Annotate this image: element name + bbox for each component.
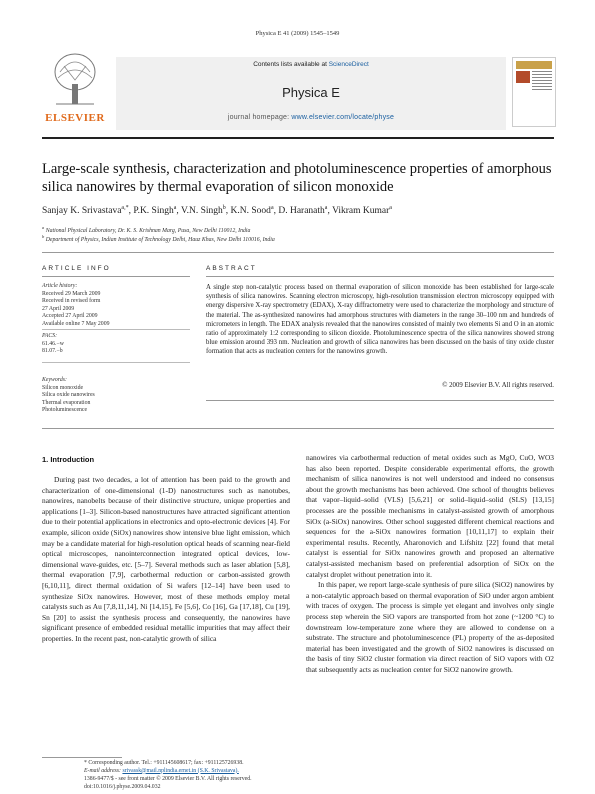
author: Sanjay K. Srivastava — [42, 206, 122, 217]
divider — [206, 276, 554, 277]
paragraph: In this paper, we report large-scale synthesis of pure silica (SiO2) nanowires by a non-catalytic approach based on thermal evaporation of SiO under argon ambient with traces of oxygen. The process is simple yet elegant and involves only single process step wherein the SiO vapors are transported from hot zone (~1200 °C) to downstream low-temperature zone where they are allowed to condense on a substrate. The structure and photoluminescence (PL) property of the as-deposited material has been investigated and the growth of SiO2 nanowires is discussed on the basis of tiny SiO2 cluster formation via direct reaction of SiO vapors with O2 that subsequently acts as nucleation center for SiO2 nanowire growth. — [306, 580, 554, 674]
divider — [42, 329, 190, 330]
author: D. Haranath — [278, 206, 325, 217]
divider — [42, 252, 554, 253]
email-link[interactable]: srivassk@mail.nplindia.ernet.in (S.K. Srivastava). — [122, 767, 239, 774]
article-history: Article history: Received 29 March 2009 Received in revised form 27 April 2009 Accepted 27 April 2009 Available online 7 May 2009 — [42, 283, 110, 327]
footer-block — [42, 757, 290, 793]
affiliation: $^b$ Department of Physics, Indian Institute of Technology Delhi, Hauz Khas, New Delhi 110016, India — [42, 234, 275, 243]
article-info-heading: ARTICLE INFO — [42, 265, 111, 272]
paragraph: nanowires via carbothermal reduction of metal oxides such as MgO, CuO, WO3 has also been reported. Despite considerable experimental efforts, the growth mechanism of silica nanowires is not well understood and indeed no consensus about the growth mechanisms has been achieved. One school of thoughts believes that vapor–liquid–solid (VLS) [5,6,21] or solid–liquid–solid (SLS) [13,15] processes are the possible mechanisms in catalyst-assisted growth of amorphous SiOx (a-SiOx) nanowires. Other school suggested different chemical reactions and sequences for the a-SiOx nanowires formation [10,11,17] to explain their experimental results. Recently, Aharonovich and Lifshitz [22] found that metal catalyst is essential for SiOx nanowires growth and proposed an alternative catalyst-assisted mechanism based on preferential adsorption of SiOx on the catalyst droplet without penetration into it. — [306, 453, 554, 579]
pacs-codes: PACS: 61.46.−w 81.07.−b — [42, 333, 64, 354]
paragraph: During past two decades, a lot of attention has been paid to the growth and characterization of one-dimensional (1-D) nanostructures such as nanotubes, nanowires, nanobelts because of their distinctive structure, unique properties and applications [1–3]. Silicon-based nanostructures have attracted significant attention due to their potential applications in electronics and opto-electronic devices [4]. For example, silicon oxide (SiOx) nanowires show intensive blue light emission, which may be a candidate material for high-resolution optical heads of scanning near-field optical microscopes, nanointerconnection integrated optical devices, low-dimensional wave-guides, etc. [5–7]. Several methods such as laser ablation [5,8], thermal evaporation [7,9], carbothermal reduction or carbon-assisted growth [6,10,11], direct thermal oxidation of Si wafers [12–14] have been used to synthesize SiOx nanowires. However, most of these methods employ metal catalysts such as Au [7,8,11,14], Ni [14,15], Fe [5,6], Co [16], Ga [17,18], Cu [19], Sn [20] to assist the synthesis process and consequently, the nanowires have significant presence of embedded residual metallic impurities that may affect their properties. In the recent past, non-catalytic growth of silica — [42, 475, 290, 643]
keywords: Keywords: Silicon monoxide Silica oxide nanowires Thermal evaporation Photoluminescence — [42, 377, 95, 413]
header-divider — [42, 137, 554, 139]
author: P.K. Singh — [133, 206, 174, 217]
journal-cover-thumbnail — [512, 57, 556, 127]
body-column-left — [42, 475, 290, 645]
homepage-link[interactable]: www.elsevier.com/locate/physe — [291, 114, 395, 121]
abstract-text: A single step non-catalytic process based on thermal evaporation of silicon monoxide has been established for large-scale synthesis of silica nanowires. Scanning electron microscopy, high-resolution transmission electron microscopy equipped with energy dispersive X-ray spectrometry (EDAX), X-ray diffractometry were used to characterize the morphology and structure of the material. The as-synthesized nanowires had amorphous structures with diameters in the range 30–100 nm and hundreds of micrometers in length. The EDAX analysis revealed that the nanowires consisted of mainly two elements Si and O in an atomic ratio of approximately 1:2 corresponding to silicon dioxide. Photoluminescence spectra of the silica nanowires showed strong blue emission around 393 nm. Nucleation and growth of silica nanowires has been discussed on the basis of tiny oxide cluster formation that acts as nucleation centers for the nanowires growth. — [206, 284, 554, 356]
body-column-right — [306, 453, 554, 675]
journal-header — [116, 57, 506, 130]
article-title: Large-scale synthesis, characterization and photoluminescence properties of amorphous silica nanowires by thermal evaporation of silicon monoxide — [42, 161, 552, 195]
contents-available: Contents lists available at ScienceDirect — [253, 61, 369, 68]
journal-name: Physica E — [282, 85, 340, 100]
author-list: Sanjay K. Srivastava$^{a,*}$, P.K. Singh$^a$, V.N. Singh$^b$, K.N. Sood$^a$, D. Haranath$^a$, Vikram Kumar$^a$ — [42, 205, 392, 217]
divider — [42, 362, 190, 363]
tree-icon — [52, 50, 98, 108]
author: V.N. Singh — [181, 206, 223, 217]
elsevier-logo — [42, 50, 108, 126]
issn-line: 1386-9477/$ - see front matter © 2009 Elsevier B.V. All rights reserved. — [84, 776, 252, 782]
publisher-name: ELSEVIER — [45, 112, 105, 124]
email-line: E-mail address: srivassk@mail.nplindia.ernet.in (S.K. Srivastava). — [84, 767, 239, 774]
abstract-heading: ABSTRACT — [206, 265, 257, 272]
doi-link[interactable]: doi:10.1016/j.physe.2009.04.032 — [84, 783, 161, 790]
divider — [42, 428, 554, 429]
section-heading-introduction: 1. Introduction — [42, 455, 95, 464]
author: K.N. Sood — [230, 206, 271, 217]
sciencedirect-link[interactable]: ScienceDirect — [328, 61, 369, 68]
divider — [206, 400, 554, 401]
journal-citation: Physica E 41 (2009) 1545–1549 — [255, 30, 340, 37]
divider — [42, 276, 190, 277]
copyright: © 2009 Elsevier B.V. All rights reserved. — [442, 382, 554, 389]
author: Vikram Kumar — [332, 206, 390, 217]
journal-homepage: journal homepage: www.elsevier.com/locate/physe — [227, 114, 395, 121]
affiliation: $^a$ National Physical Laboratory, Dr. K. S. Krishnan Marg, Pusa, New Delhi 110012, India — [42, 225, 251, 234]
corresponding-author: * Corresponding author. Tel.: +911145608617; fax: +911125726938. — [84, 760, 244, 766]
